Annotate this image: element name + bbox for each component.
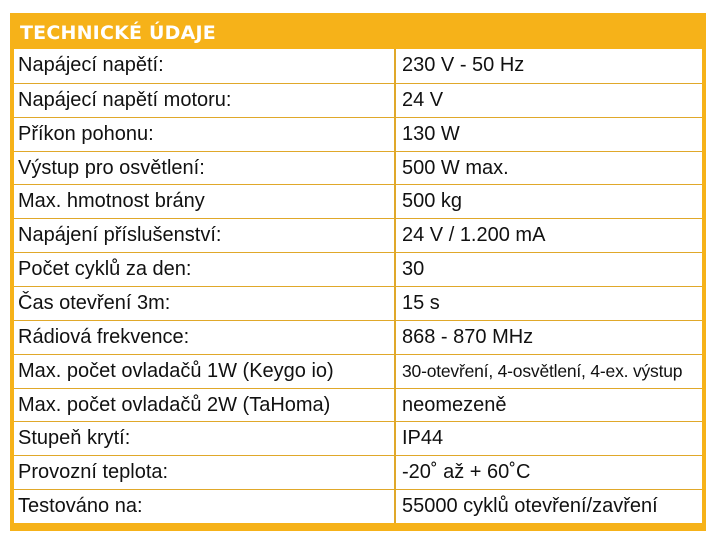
table-row bbox=[14, 489, 702, 523]
row-value: 30-otevření, 4-osvětlení, 4-ex. výstup bbox=[402, 360, 683, 381]
row-label: Testováno na: bbox=[14, 490, 396, 523]
row-label: Napájení příslušenství: bbox=[14, 219, 396, 252]
row-value: 24 V / 1.200 mA bbox=[402, 224, 546, 247]
row-label: Max. počet ovladačů 1W (Keygo io) bbox=[14, 355, 396, 388]
row-value: 500 W max. bbox=[402, 156, 509, 179]
table-row bbox=[14, 421, 702, 455]
table-row bbox=[14, 286, 702, 320]
row-label: Čas otevření 3m: bbox=[14, 287, 396, 320]
table-row bbox=[14, 83, 702, 117]
table-row bbox=[14, 252, 702, 286]
row-value: 230 V - 50 Hz bbox=[402, 54, 525, 77]
row-label: Stupeň krytí: bbox=[14, 422, 396, 455]
row-value: 868 - 870 MHz bbox=[402, 325, 534, 348]
row-value: 500 kg bbox=[402, 190, 463, 213]
row-value: 55000 cyklů otevření/zavření bbox=[402, 495, 658, 518]
row-label: Počet cyklů za den: bbox=[14, 253, 396, 286]
row-label: Příkon pohonu: bbox=[14, 118, 396, 151]
row-label: Napájecí napětí: bbox=[14, 49, 396, 83]
row-label: Výstup pro osvětlení: bbox=[14, 152, 396, 185]
row-value: 130 W bbox=[402, 122, 460, 145]
table-row bbox=[14, 455, 702, 489]
row-label: Max. hmotnost brány bbox=[14, 185, 396, 218]
table-row bbox=[14, 354, 702, 388]
spec-rows bbox=[14, 49, 702, 523]
row-value: 15 s bbox=[402, 291, 440, 314]
row-label: Napájecí napětí motoru: bbox=[14, 84, 396, 117]
row-value: 24 V bbox=[402, 88, 444, 111]
table-row bbox=[14, 49, 702, 83]
table-row bbox=[14, 320, 702, 354]
row-label: Provozní teplota: bbox=[14, 456, 396, 489]
table-title: TECHNICKÉ ÚDAJE bbox=[20, 22, 216, 44]
technical-specs-table bbox=[10, 13, 706, 531]
table-row bbox=[14, 218, 702, 252]
row-value: neomezeně bbox=[402, 393, 507, 416]
table-row bbox=[14, 151, 702, 185]
row-value: 30 bbox=[402, 258, 425, 281]
table-row bbox=[14, 388, 702, 422]
table-row bbox=[14, 117, 702, 151]
row-label: Rádiová frekvence: bbox=[14, 321, 396, 354]
row-value: -20˚ až + 60˚C bbox=[402, 461, 531, 484]
table-row bbox=[14, 184, 702, 218]
row-label: Max. počet ovladačů 2W (TaHoma) bbox=[14, 389, 396, 422]
row-value: IP44 bbox=[402, 427, 444, 450]
